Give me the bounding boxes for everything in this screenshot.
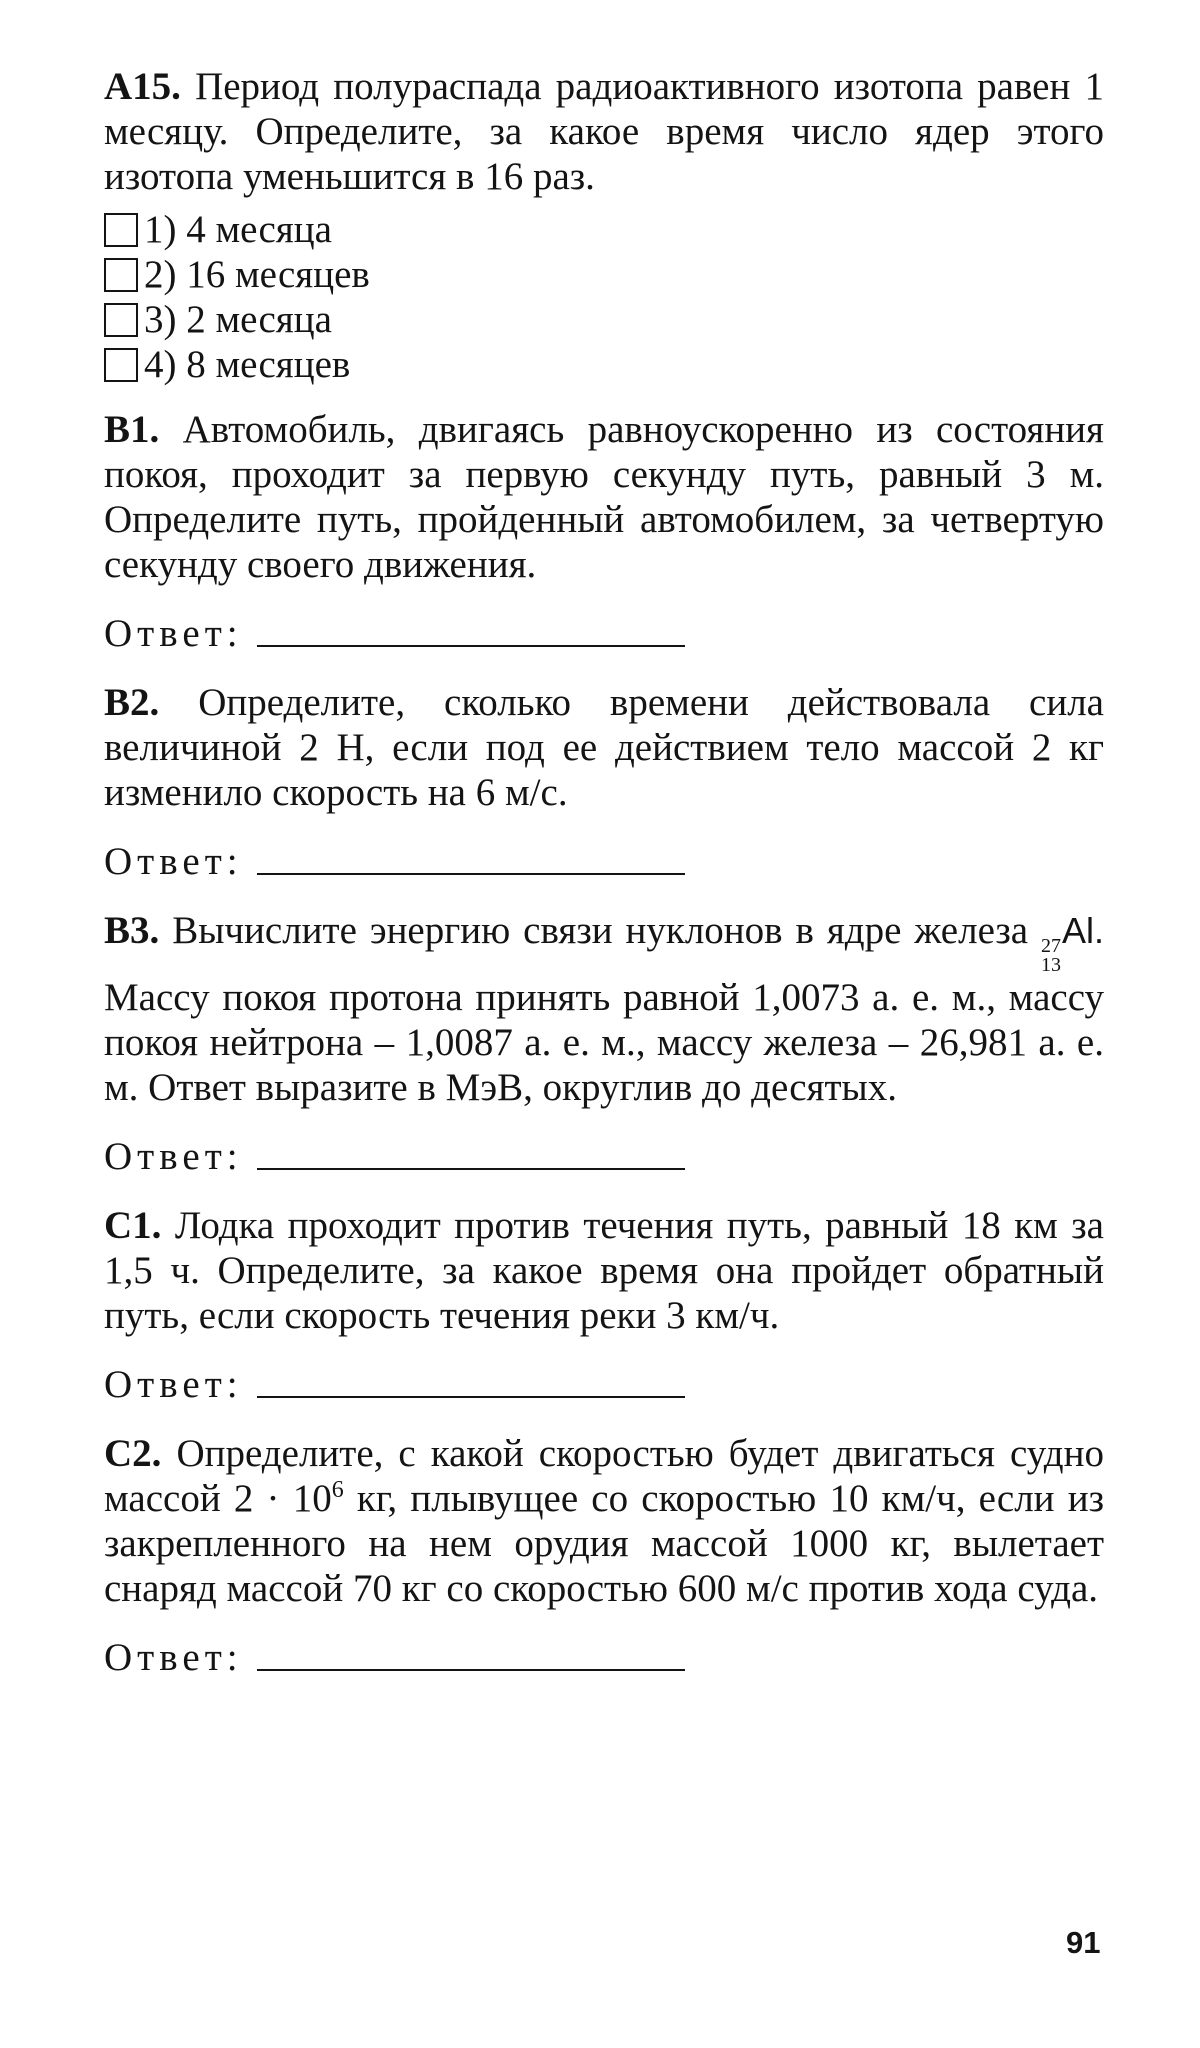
problem-c1: [104, 1203, 1104, 1407]
problem-c2-text: [104, 1431, 1104, 1611]
nuclide-mass-number: 27: [1041, 935, 1062, 957]
problem-a15-number: A15.: [104, 65, 181, 108]
option-1-checkbox[interactable]: [104, 213, 138, 247]
problem-b1: [104, 407, 1104, 656]
answer-row-b2: [104, 839, 1104, 884]
answer-label: Ответ:: [104, 840, 243, 883]
answer-label: Ответ:: [104, 612, 243, 655]
answer-field-c2[interactable]: [257, 1669, 685, 1671]
answer-field-b2[interactable]: [257, 873, 685, 875]
option-1[interactable]: [104, 207, 1104, 252]
answer-label: Ответ:: [104, 1636, 243, 1679]
nuclide-element: Al.: [1062, 910, 1105, 951]
option-3[interactable]: [104, 297, 1104, 342]
problem-b3-text: [104, 908, 1104, 1110]
problem-b2-number: B2.: [104, 681, 160, 724]
problem-c1-number: C1.: [104, 1204, 162, 1247]
problem-a15: [104, 64, 1104, 387]
problem-c2-number: C2.: [104, 1432, 162, 1475]
problem-b2: [104, 680, 1104, 884]
power-exponent: 6: [331, 1477, 344, 1503]
option-2-checkbox[interactable]: [104, 258, 138, 292]
problem-b2-statement: Определите, сколько времени действовала сила величиной 2 Н, если под ее действием тело массой 2 кг изменило скорость на 6 м/с.: [104, 681, 1104, 814]
answer-row-c1: [104, 1362, 1104, 1407]
problem-b1-text: [104, 407, 1104, 587]
answer-row-b1: [104, 611, 1104, 656]
problem-b2-text: [104, 680, 1104, 815]
problem-c1-statement: Лодка проходит против течения путь, равный 18 км за 1,5 ч. Определите, за какое время она пройдет обратный путь, если скорость течения реки 3 км/ч.: [104, 1204, 1104, 1337]
option-4-label: 4) 8 месяцев: [144, 343, 351, 386]
answer-label: Ответ:: [104, 1135, 243, 1178]
problem-c2: [104, 1431, 1104, 1680]
option-2-label: 2) 16 месяцев: [144, 253, 370, 296]
problem-c1-text: [104, 1203, 1104, 1338]
answer-options: [104, 207, 1104, 387]
answer-row-b3: [104, 1134, 1104, 1179]
nuclide-atomic-number: 13: [1041, 954, 1062, 976]
option-4-checkbox[interactable]: [104, 348, 138, 382]
option-1-label: 1) 4 месяца: [144, 208, 332, 251]
option-3-checkbox[interactable]: [104, 303, 138, 337]
answer-field-c1[interactable]: [257, 1396, 685, 1398]
problem-c2-statement-end: кг, плывущее со скоростью 10 км/ч, если из закрепленного на нем орудия массой 1000 кг, вылетает снаряд массой 70 кг со скоростью 600 м/с против хода суда.: [104, 1477, 1104, 1610]
answer-label: Ответ:: [104, 1363, 243, 1406]
answer-field-b3[interactable]: [257, 1168, 685, 1170]
problem-a15-statement: Период полураспада радиоактивного изотопа равен 1 месяцу. Определите, за какое время число ядер этого изотопа уменьшится в 16 раз.: [104, 65, 1104, 198]
problem-b1-number: B1.: [104, 408, 160, 451]
problem-b3-statement-end: Массу покоя протона принять равной 1,0073 а. е. м., массу покоя нейтрона – 1,0087 а. е. м., массу железа – 26,981 а. е. м. Ответ выразите в МэВ, округлив до десятых.: [104, 976, 1104, 1109]
problem-a15-text: [104, 64, 1104, 199]
option-2[interactable]: [104, 252, 1104, 297]
problem-b1-statement: Автомобиль, двигаясь равноускоренно из состояния покоя, проходит за первую секунду путь, равный 3 м. Определите путь, пройденный автомобилем, за четвертую секунду своего движения.: [104, 408, 1104, 586]
option-4[interactable]: [104, 342, 1104, 387]
nuclide-notation: [1041, 937, 1061, 975]
option-3-label: 3) 2 месяца: [144, 298, 332, 341]
problem-b3: [104, 908, 1104, 1179]
page-number: 91: [1066, 1925, 1101, 1960]
answer-row-c2: [104, 1635, 1104, 1680]
answer-field-b1[interactable]: [257, 645, 685, 647]
worksheet-page: [104, 64, 1104, 1680]
problem-b3-statement-start: Вычислите энергию связи нуклонов в ядре железа: [172, 909, 1029, 952]
problem-c2-statement-start: Определите, с какой скоростью будет двигаться судно массой 2 · 10: [104, 1432, 1105, 1520]
problem-b3-number: B3.: [104, 909, 160, 952]
